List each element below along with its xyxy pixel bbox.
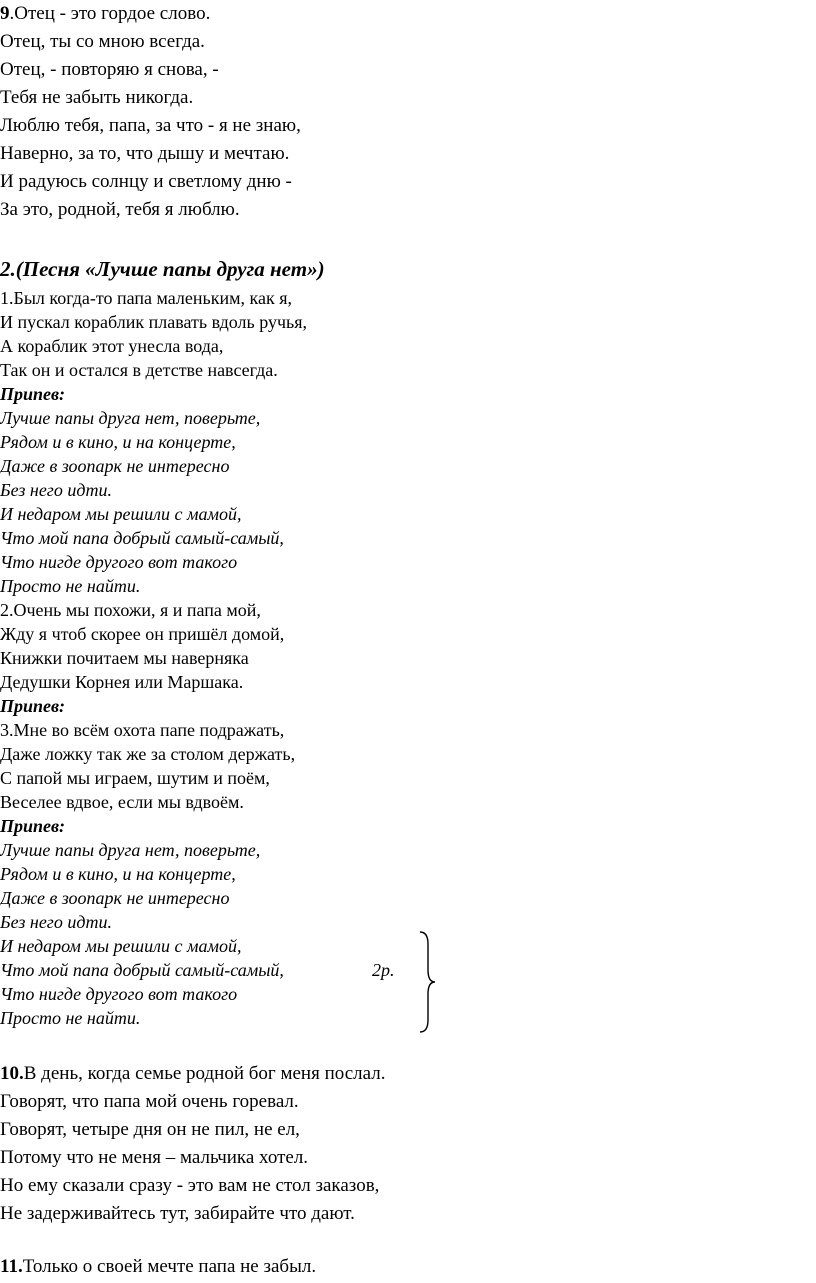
- verse-2-line: Жду я чтоб скорее он пришёл домой,: [0, 624, 285, 644]
- chorus-line: Рядом и в кино, и на концерте,: [0, 432, 236, 452]
- poem-number: 9: [0, 3, 10, 24]
- verse-1-line: Так он и остался в детстве навсегда.: [0, 360, 278, 380]
- poem-9-line: За это, родной, тебя я люблю.: [0, 199, 240, 220]
- chorus-label: Припев:: [0, 384, 66, 404]
- chorus-line: Даже в зоопарк не интересно: [0, 888, 230, 908]
- poem-9-line: 9.Отец - это гордое слово.: [0, 3, 211, 24]
- poem-9-line: Отец, - повторяю я снова, -: [0, 59, 219, 80]
- chorus-line: Лучше папы друга нет, поверьте,: [0, 408, 261, 428]
- chorus-line: И недаром мы решили с мамой,: [0, 936, 242, 956]
- poem-9-line: И радуюсь солнцу и светлому дню -: [0, 171, 292, 192]
- chorus-line: Без него идти.: [0, 480, 112, 500]
- poem-9-line: Отец, ты со мною всегда.: [0, 31, 205, 52]
- chorus-line: Лучше папы друга нет, поверьте,: [0, 840, 261, 860]
- song-heading: 2.(Песня «Лучше папы друга нет»): [0, 257, 325, 281]
- verse-3-line: 3.Мне во всём охота папе подражать,: [0, 720, 285, 740]
- verse-2-line: Дедушки Корнея или Маршака.: [0, 672, 244, 692]
- poem-9-line: Тебя не забыть никогда.: [0, 87, 194, 108]
- chorus-line: И недаром мы решили с мамой,: [0, 504, 242, 524]
- chorus-line: Что мой папа добрый самый-самый,: [0, 528, 284, 548]
- poem-9-line: Люблю тебя, папа, за что - я не знаю,: [0, 115, 301, 136]
- chorus-line: Что мой папа добрый самый-самый,: [0, 960, 284, 980]
- repeat-mark: 2р.: [372, 960, 395, 980]
- chorus-label: Припев:: [0, 816, 66, 836]
- chorus-line: Без него идти.: [0, 912, 112, 932]
- verse-3-line: Веселее вдвое, если мы вдвоём.: [0, 792, 244, 812]
- poem-number: 10.: [0, 1063, 24, 1084]
- verse-3-line: Даже ложку так же за столом держать,: [0, 744, 296, 764]
- chorus-label: Припев:: [0, 696, 66, 716]
- curly-brace-icon: [418, 930, 438, 1034]
- poem-10-line: Говорят, что папа мой очень горевал.: [0, 1091, 299, 1112]
- poem-10-line: Не задерживайтесь тут, забирайте что дают.: [0, 1203, 355, 1224]
- poem-10-line: 10.В день, когда семье родной бог меня послал.: [0, 1063, 386, 1084]
- poem-11-line: 11.Только о своей мечте папа не забыл.: [0, 1256, 317, 1277]
- chorus-line: Что нигде другого вот такого: [0, 984, 238, 1004]
- verse-1-line: И пускал кораблик плавать вдоль ручья,: [0, 312, 308, 332]
- poem-10-line: Но ему сказали сразу - это вам не стол заказов,: [0, 1175, 380, 1196]
- chorus-line: Просто не найти.: [0, 576, 141, 596]
- verse-1-line: А кораблик этот унесла вода,: [0, 336, 224, 356]
- chorus-line: Просто не найти.: [0, 1008, 141, 1028]
- poem-10-line: Потому что не меня – мальчика хотел.: [0, 1147, 309, 1168]
- poem-10-line: Говорят, четыре дня он не пил, не ел,: [0, 1119, 300, 1140]
- poem-number: 11.: [0, 1256, 23, 1277]
- chorus-line: Рядом и в кино, и на концерте,: [0, 864, 236, 884]
- verse-2-line: Книжки почитаем мы наверняка: [0, 648, 249, 668]
- verse-1-line: 1.Был когда-то папа маленьким, как я,: [0, 288, 292, 308]
- chorus-line: Даже в зоопарк не интересно: [0, 456, 230, 476]
- chorus-line: Что нигде другого вот такого: [0, 552, 238, 572]
- poem-9-line: Наверно, за то, что дышу и мечтаю.: [0, 143, 290, 164]
- verse-3-line: С папой мы играем, шутим и поём,: [0, 768, 270, 788]
- verse-2-line: 2.Очень мы похожи, я и папа мой,: [0, 600, 261, 620]
